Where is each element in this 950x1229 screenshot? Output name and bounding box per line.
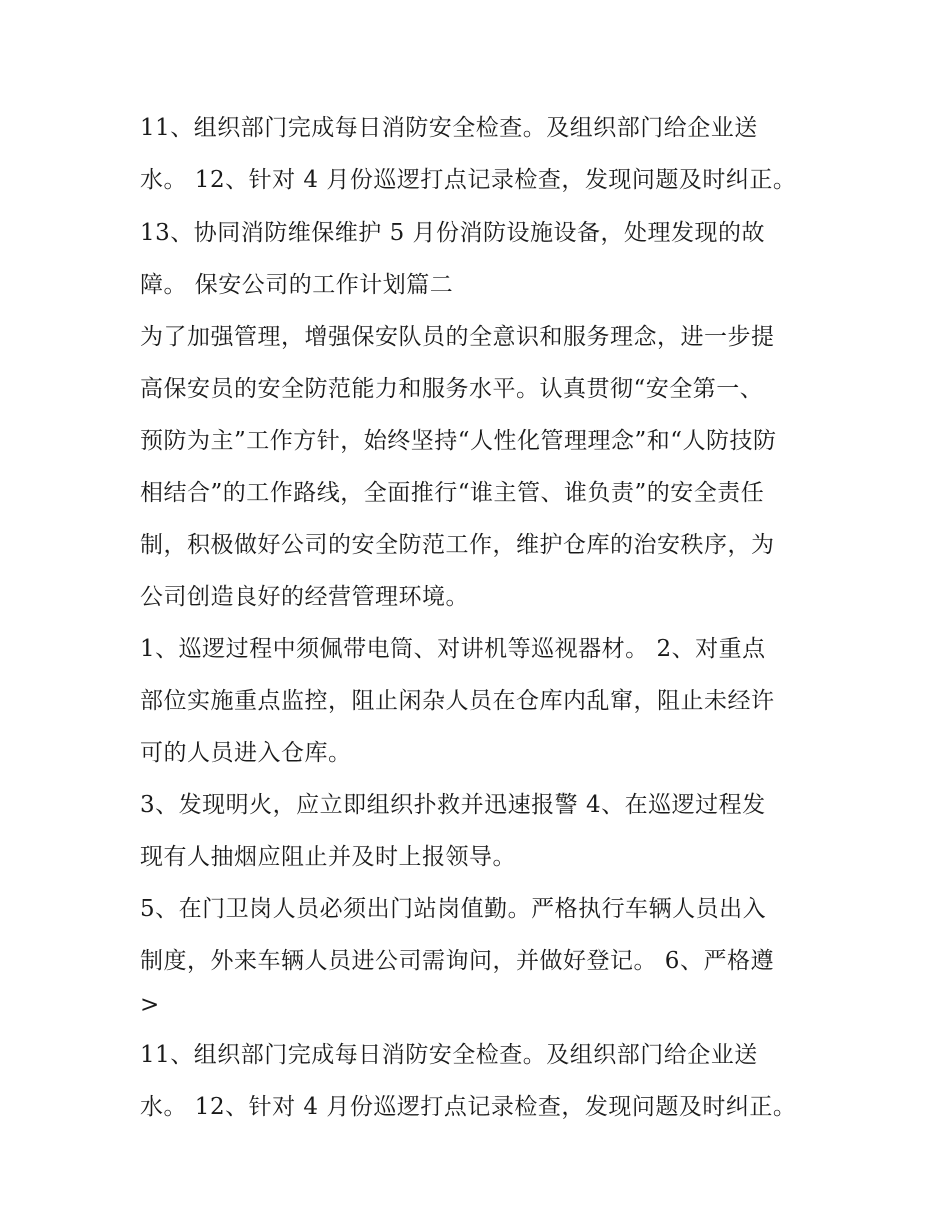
text-line: 预防为主”工作方针，始终坚持“人性化管理理念”和“人防技防: [140, 428, 777, 454]
text-line: 制，积极做好公司的安全防范工作，维护仓库的治安秩序，为: [140, 532, 775, 558]
text-line: 相结合”的工作路线，全面推行“谁主管、谁负责”的安全责任: [140, 480, 765, 506]
text-line: 为了加强管理，增强保安队员的全意识和服务理念，进一步提: [140, 324, 775, 350]
text-line: 障。 保安公司的工作计划篇二: [140, 272, 454, 298]
text-line: 1、巡逻过程中须佩带电筒、对讲机等巡视器材。 2、对重点: [140, 636, 766, 662]
text-line: 部位实施重点监控，阻止闲杂人员在仓库内乱窜，阻止未经许: [140, 688, 775, 714]
text-line: 13、协同消防维保维护 5 月份消防设施设备，处理发现的故: [140, 220, 766, 246]
text-line: 公司创造良好的经营管理环境。: [140, 584, 469, 610]
text-line: 水。 12、针对 4 月份巡逻打点记录检查，发现问题及时纠正。: [140, 1094, 797, 1120]
text-line: 现有人抽烟应阻止并及时上报领导。: [140, 844, 516, 870]
text-line: 高保安员的安全防范能力和服务水平。认真贯彻“安全第一、: [140, 376, 764, 402]
text-line: >: [140, 992, 160, 1018]
text-line: 11、组织部门完成每日消防安全检查。及组织部门给企业送: [140, 1042, 758, 1068]
text-line: 11、组织部门完成每日消防安全检查。及组织部门给企业送: [140, 115, 758, 141]
text-line: 可的人员进入仓库。: [140, 740, 352, 766]
text-line: 制度，外来车辆人员进公司需询问，并做好登记。 6、严格遵: [140, 948, 774, 974]
text-line: 5、在门卫岗人员必须出门站岗值勤。严格执行车辆人员出入: [140, 896, 767, 922]
text-line: 水。 12、针对 4 月份巡逻打点记录检查，发现问题及时纠正。: [140, 167, 797, 193]
text-line: 3、发现明火，应立即组织扑救并迅速报警 4、在巡逻过程发: [140, 792, 766, 818]
